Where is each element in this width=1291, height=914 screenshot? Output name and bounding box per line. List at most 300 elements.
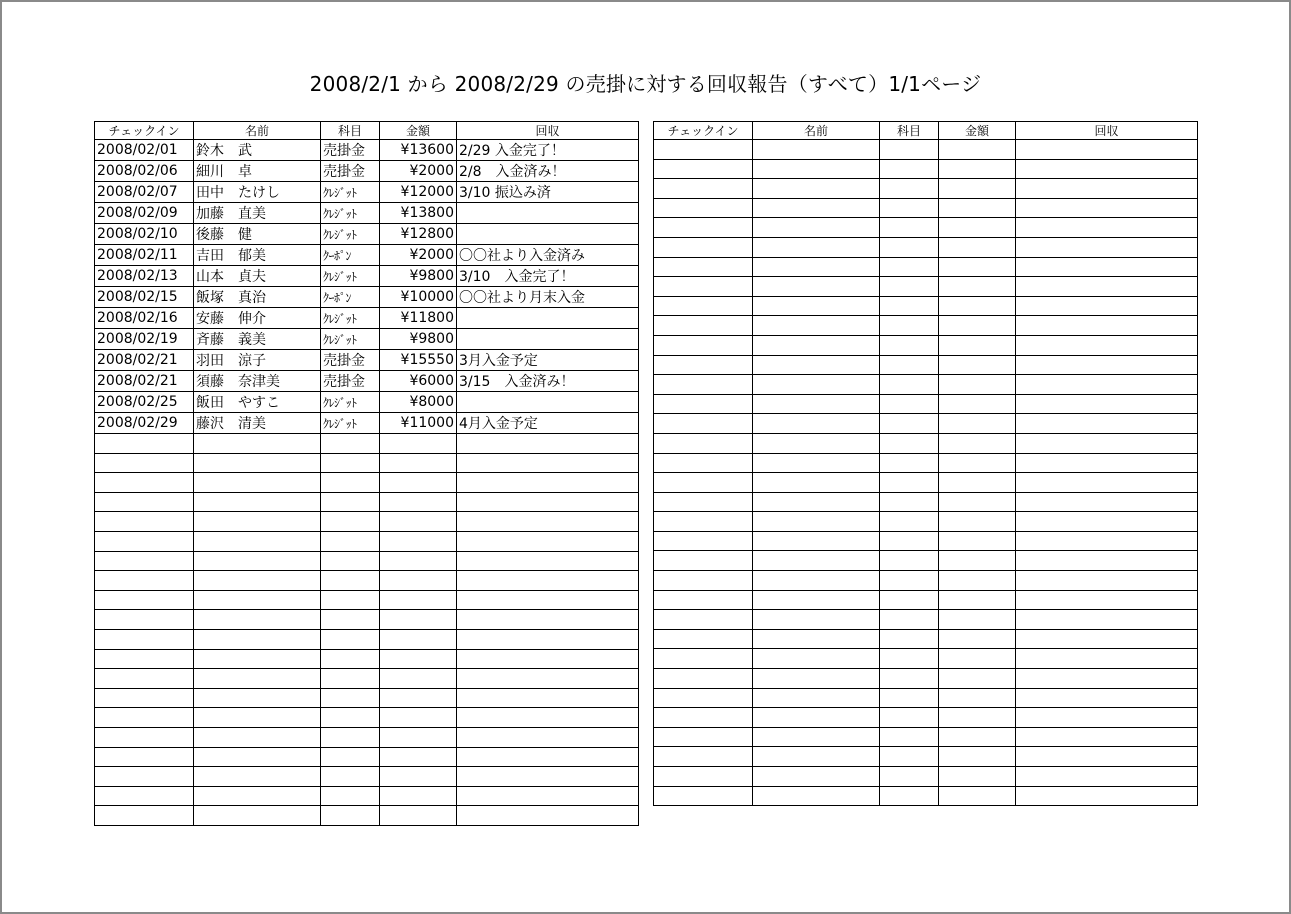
cell-checkin: 2008/02/25 — [95, 392, 194, 413]
cell-recovery: 4月入金予定 — [457, 413, 639, 434]
cell-amount — [380, 571, 457, 591]
cell-subject — [321, 453, 380, 473]
table-row — [95, 492, 639, 512]
table-row — [95, 140, 639, 161]
cell-recovery — [457, 806, 639, 826]
cell-checkin — [95, 786, 194, 806]
cell-recovery — [1016, 296, 1198, 316]
cell-name — [753, 218, 880, 238]
cell-checkin — [654, 531, 753, 551]
cell-recovery — [1016, 747, 1198, 767]
cell-subject — [880, 649, 939, 669]
table-row — [654, 355, 1198, 375]
table-row — [654, 159, 1198, 179]
cell-amount — [939, 179, 1016, 199]
table-row — [95, 551, 639, 571]
table-row — [95, 413, 639, 434]
cell-checkin: 2008/02/19 — [95, 329, 194, 350]
cell-name — [753, 708, 880, 728]
cell-subject: ｸﾚｼﾞｯﾄ — [321, 203, 380, 224]
cell-amount — [380, 453, 457, 473]
cell-amount — [939, 414, 1016, 434]
cell-name — [194, 708, 321, 728]
cell-subject — [321, 551, 380, 571]
cell-checkin — [95, 512, 194, 532]
table-row — [95, 708, 639, 728]
column-header-checkin: チェックイン — [654, 122, 753, 140]
cell-amount — [939, 551, 1016, 571]
cell-subject: ｸﾚｼﾞｯﾄ — [321, 329, 380, 350]
table-row — [654, 414, 1198, 434]
cell-amount — [380, 590, 457, 610]
table-row — [654, 492, 1198, 512]
column-header-recovery: 回収 — [457, 122, 639, 140]
cell-name — [194, 806, 321, 826]
table-row — [95, 392, 639, 413]
cell-recovery — [457, 453, 639, 473]
cell-subject: 売掛金 — [321, 371, 380, 392]
cell-amount — [939, 531, 1016, 551]
cell-amount — [380, 806, 457, 826]
cell-name: 細川 卓 — [194, 161, 321, 182]
cell-name — [753, 433, 880, 453]
cell-amount: ¥10000 — [380, 287, 457, 308]
cell-recovery — [457, 551, 639, 571]
cell-checkin — [654, 335, 753, 355]
table-row — [654, 257, 1198, 277]
cell-recovery — [1016, 218, 1198, 238]
cell-subject — [880, 473, 939, 493]
cell-name — [194, 669, 321, 689]
cell-subject — [321, 727, 380, 747]
cell-subject — [880, 571, 939, 591]
cell-recovery — [1016, 179, 1198, 199]
cell-checkin: 2008/02/16 — [95, 308, 194, 329]
cell-recovery: 3/15 入金済み！ — [457, 371, 639, 392]
cell-recovery — [457, 531, 639, 551]
cell-name: 須藤 奈津美 — [194, 371, 321, 392]
table-row — [654, 767, 1198, 787]
table-row — [95, 287, 639, 308]
cell-amount — [939, 277, 1016, 297]
cell-name — [753, 296, 880, 316]
cell-recovery — [1016, 512, 1198, 532]
cell-name: 吉田 郁美 — [194, 245, 321, 266]
cell-amount — [939, 747, 1016, 767]
cell-recovery — [457, 434, 639, 454]
cell-subject — [880, 277, 939, 297]
cell-subject — [880, 453, 939, 473]
cell-recovery — [457, 708, 639, 728]
cell-subject — [321, 571, 380, 591]
column-header-amount: 金額 — [380, 122, 457, 140]
cell-recovery — [1016, 551, 1198, 571]
cell-amount — [939, 355, 1016, 375]
cell-recovery — [1016, 335, 1198, 355]
cell-name — [753, 531, 880, 551]
cell-checkin — [654, 218, 753, 238]
cell-amount: ¥13800 — [380, 203, 457, 224]
cell-name — [753, 649, 880, 669]
cell-recovery — [457, 473, 639, 493]
table-row — [654, 551, 1198, 571]
cell-checkin: 2008/02/10 — [95, 224, 194, 245]
cell-amount — [939, 492, 1016, 512]
cell-name: 羽田 涼子 — [194, 350, 321, 371]
table-row — [654, 394, 1198, 414]
cell-subject — [321, 649, 380, 669]
cell-name — [194, 786, 321, 806]
cell-name — [753, 198, 880, 218]
cell-checkin — [654, 296, 753, 316]
cell-amount — [939, 218, 1016, 238]
cell-name — [753, 355, 880, 375]
cell-recovery — [457, 512, 639, 532]
cell-subject — [880, 786, 939, 806]
cell-checkin — [654, 610, 753, 630]
cell-recovery — [457, 610, 639, 630]
cell-name: 斉藤 義美 — [194, 329, 321, 350]
cell-checkin — [95, 767, 194, 787]
cell-name — [753, 277, 880, 297]
cell-name — [753, 179, 880, 199]
cell-recovery — [1016, 159, 1198, 179]
cell-name — [753, 237, 880, 257]
cell-amount — [380, 629, 457, 649]
table-row — [95, 473, 639, 493]
cell-amount — [939, 159, 1016, 179]
cell-amount — [939, 140, 1016, 160]
cell-subject — [880, 551, 939, 571]
cell-checkin — [654, 551, 753, 571]
cell-recovery — [1016, 492, 1198, 512]
table-row — [95, 245, 639, 266]
cell-name — [753, 335, 880, 355]
cell-recovery — [1016, 277, 1198, 297]
ledger-table-right — [653, 121, 1198, 806]
cell-amount — [939, 688, 1016, 708]
cell-checkin — [654, 727, 753, 747]
cell-subject — [321, 629, 380, 649]
cell-recovery — [457, 669, 639, 689]
cell-amount — [939, 571, 1016, 591]
cell-recovery — [1016, 453, 1198, 473]
cell-name — [753, 414, 880, 434]
cell-checkin — [654, 708, 753, 728]
table-row — [95, 786, 639, 806]
cell-checkin: 2008/02/21 — [95, 350, 194, 371]
table-row — [95, 350, 639, 371]
cell-checkin — [654, 414, 753, 434]
cell-recovery — [1016, 316, 1198, 336]
cell-recovery — [1016, 433, 1198, 453]
cell-name — [753, 590, 880, 610]
cell-name — [753, 375, 880, 395]
cell-subject — [880, 629, 939, 649]
cell-name — [194, 551, 321, 571]
cell-amount: ¥11000 — [380, 413, 457, 434]
table-row — [654, 669, 1198, 689]
cell-recovery — [1016, 140, 1198, 160]
cell-amount — [939, 433, 1016, 453]
cell-checkin — [95, 649, 194, 669]
table-row — [95, 767, 639, 787]
cell-amount: ¥13600 — [380, 140, 457, 161]
cell-checkin — [654, 198, 753, 218]
cell-recovery — [1016, 649, 1198, 669]
table-row — [95, 329, 639, 350]
cell-amount — [380, 747, 457, 767]
cell-amount: ¥11800 — [380, 308, 457, 329]
table-row — [95, 182, 639, 203]
header-row — [95, 122, 639, 140]
table-row — [95, 531, 639, 551]
cell-amount — [939, 198, 1016, 218]
cell-subject — [880, 688, 939, 708]
cell-amount: ¥2000 — [380, 245, 457, 266]
cell-recovery — [1016, 786, 1198, 806]
cell-name — [753, 767, 880, 787]
cell-subject — [880, 335, 939, 355]
cell-subject — [321, 492, 380, 512]
cell-amount — [939, 669, 1016, 689]
cell-amount — [380, 708, 457, 728]
cell-recovery — [457, 688, 639, 708]
cell-subject — [880, 747, 939, 767]
cell-checkin — [95, 453, 194, 473]
cell-name — [194, 727, 321, 747]
cell-checkin — [95, 806, 194, 826]
cell-amount — [939, 649, 1016, 669]
cell-subject — [321, 473, 380, 493]
cell-subject — [321, 610, 380, 630]
cell-checkin — [95, 629, 194, 649]
cell-name: 藤沢 清美 — [194, 413, 321, 434]
table-row — [654, 179, 1198, 199]
cell-checkin — [654, 747, 753, 767]
cell-recovery — [1016, 727, 1198, 747]
table-row — [95, 434, 639, 454]
cell-checkin — [95, 531, 194, 551]
cell-name: 田中 たけし — [194, 182, 321, 203]
cell-amount: ¥2000 — [380, 161, 457, 182]
cell-checkin — [654, 688, 753, 708]
table-row — [654, 688, 1198, 708]
cell-subject — [880, 375, 939, 395]
table-row — [95, 371, 639, 392]
cell-recovery — [457, 747, 639, 767]
table-row — [654, 571, 1198, 591]
cell-recovery — [1016, 669, 1198, 689]
cell-amount — [380, 531, 457, 551]
cell-name — [194, 453, 321, 473]
cell-name: 安藤 伸介 — [194, 308, 321, 329]
cell-subject: ｸﾚｼﾞｯﾄ — [321, 224, 380, 245]
cell-amount: ¥12000 — [380, 182, 457, 203]
column-header-checkin: チェックイン — [95, 122, 194, 140]
table-row — [654, 277, 1198, 297]
cell-checkin: 2008/02/01 — [95, 140, 194, 161]
table-row — [95, 649, 639, 669]
cell-subject — [880, 531, 939, 551]
cell-name — [753, 473, 880, 493]
cell-amount — [380, 727, 457, 747]
cell-subject — [880, 708, 939, 728]
cell-recovery — [1016, 394, 1198, 414]
cell-recovery: 2/29 入金完了！ — [457, 140, 639, 161]
cell-recovery — [457, 629, 639, 649]
cell-subject: 売掛金 — [321, 161, 380, 182]
cell-name — [753, 669, 880, 689]
cell-recovery: 3/10 入金完了！ — [457, 266, 639, 287]
cell-checkin: 2008/02/11 — [95, 245, 194, 266]
cell-name — [753, 629, 880, 649]
cell-subject: ｸﾚｼﾞｯﾄ — [321, 266, 380, 287]
cell-recovery — [1016, 629, 1198, 649]
table-row — [95, 669, 639, 689]
cell-checkin — [95, 492, 194, 512]
cell-amount — [939, 335, 1016, 355]
cell-subject — [321, 512, 380, 532]
cell-subject: ｸｰﾎﾟﾝ — [321, 287, 380, 308]
table-row — [654, 708, 1198, 728]
cell-checkin — [654, 355, 753, 375]
cell-amount — [380, 688, 457, 708]
cell-subject — [880, 140, 939, 160]
cell-subject: 売掛金 — [321, 350, 380, 371]
cell-checkin: 2008/02/09 — [95, 203, 194, 224]
cell-amount — [939, 610, 1016, 630]
cell-subject — [880, 512, 939, 532]
cell-amount — [939, 316, 1016, 336]
column-header-subject: 科目 — [880, 122, 939, 140]
cell-subject — [880, 492, 939, 512]
cell-checkin: 2008/02/13 — [95, 266, 194, 287]
table-row — [654, 140, 1198, 160]
table-row — [95, 266, 639, 287]
cell-amount: ¥6000 — [380, 371, 457, 392]
cell-checkin — [654, 767, 753, 787]
cell-amount — [380, 492, 457, 512]
cell-subject — [880, 198, 939, 218]
cell-checkin — [654, 140, 753, 160]
cell-checkin — [95, 688, 194, 708]
cell-recovery — [1016, 767, 1198, 787]
cell-checkin — [654, 453, 753, 473]
cell-amount — [939, 296, 1016, 316]
table-row — [95, 512, 639, 532]
cell-recovery — [1016, 375, 1198, 395]
cell-name — [753, 727, 880, 747]
cell-amount — [939, 257, 1016, 277]
cell-name: 加藤 直美 — [194, 203, 321, 224]
cell-checkin: 2008/02/21 — [95, 371, 194, 392]
table-row — [654, 629, 1198, 649]
header-row — [654, 122, 1198, 140]
cell-recovery — [457, 571, 639, 591]
table-row — [95, 610, 639, 630]
cell-checkin — [654, 473, 753, 493]
cell-name — [194, 767, 321, 787]
table-row — [95, 688, 639, 708]
cell-recovery — [457, 727, 639, 747]
cell-name — [194, 473, 321, 493]
cell-subject — [321, 767, 380, 787]
cell-subject: ｸﾚｼﾞｯﾄ — [321, 308, 380, 329]
cell-name — [753, 140, 880, 160]
cell-amount — [939, 394, 1016, 414]
table-row — [95, 727, 639, 747]
cell-amount — [380, 551, 457, 571]
cell-recovery — [457, 224, 639, 245]
cell-amount — [939, 629, 1016, 649]
table-row — [95, 161, 639, 182]
cell-checkin — [95, 571, 194, 591]
cell-amount — [380, 786, 457, 806]
cell-checkin — [654, 629, 753, 649]
cell-subject — [321, 786, 380, 806]
column-header-amount: 金額 — [939, 122, 1016, 140]
cell-name — [753, 747, 880, 767]
cell-amount — [939, 708, 1016, 728]
cell-name: 飯塚 真治 — [194, 287, 321, 308]
cell-name — [753, 551, 880, 571]
cell-checkin — [95, 551, 194, 571]
cell-amount: ¥15550 — [380, 350, 457, 371]
cell-subject — [321, 434, 380, 454]
cell-subject — [880, 610, 939, 630]
cell-recovery — [1016, 473, 1198, 493]
cell-amount — [380, 512, 457, 532]
table-row — [95, 629, 639, 649]
cell-checkin: 2008/02/06 — [95, 161, 194, 182]
cell-checkin — [654, 669, 753, 689]
cell-recovery — [457, 649, 639, 669]
table-row — [654, 473, 1198, 493]
cell-name — [194, 492, 321, 512]
cell-recovery — [1016, 237, 1198, 257]
cell-checkin — [95, 708, 194, 728]
report-title: 2008/2/1 から 2008/2/29 の売掛に対する回収報告（すべて）1/1ページ — [309, 72, 982, 96]
table-row — [95, 224, 639, 245]
cell-recovery — [1016, 708, 1198, 728]
table-row — [654, 512, 1198, 532]
cell-name: 鈴木 武 — [194, 140, 321, 161]
table-row — [95, 747, 639, 767]
cell-name — [753, 571, 880, 591]
cell-name — [194, 590, 321, 610]
cell-subject — [321, 688, 380, 708]
cell-subject — [321, 806, 380, 826]
cell-checkin: 2008/02/07 — [95, 182, 194, 203]
cell-subject — [880, 394, 939, 414]
table-row — [654, 590, 1198, 610]
cell-name — [194, 747, 321, 767]
cell-subject — [880, 727, 939, 747]
cell-name — [194, 649, 321, 669]
cell-checkin — [654, 375, 753, 395]
cell-name — [753, 688, 880, 708]
cell-amount: ¥9800 — [380, 266, 457, 287]
table-row — [654, 433, 1198, 453]
cell-amount: ¥12800 — [380, 224, 457, 245]
ledger-table-left — [94, 121, 639, 826]
cell-name — [194, 512, 321, 532]
cell-recovery — [457, 786, 639, 806]
cell-subject — [880, 355, 939, 375]
cell-recovery — [1016, 571, 1198, 591]
table-row — [95, 590, 639, 610]
